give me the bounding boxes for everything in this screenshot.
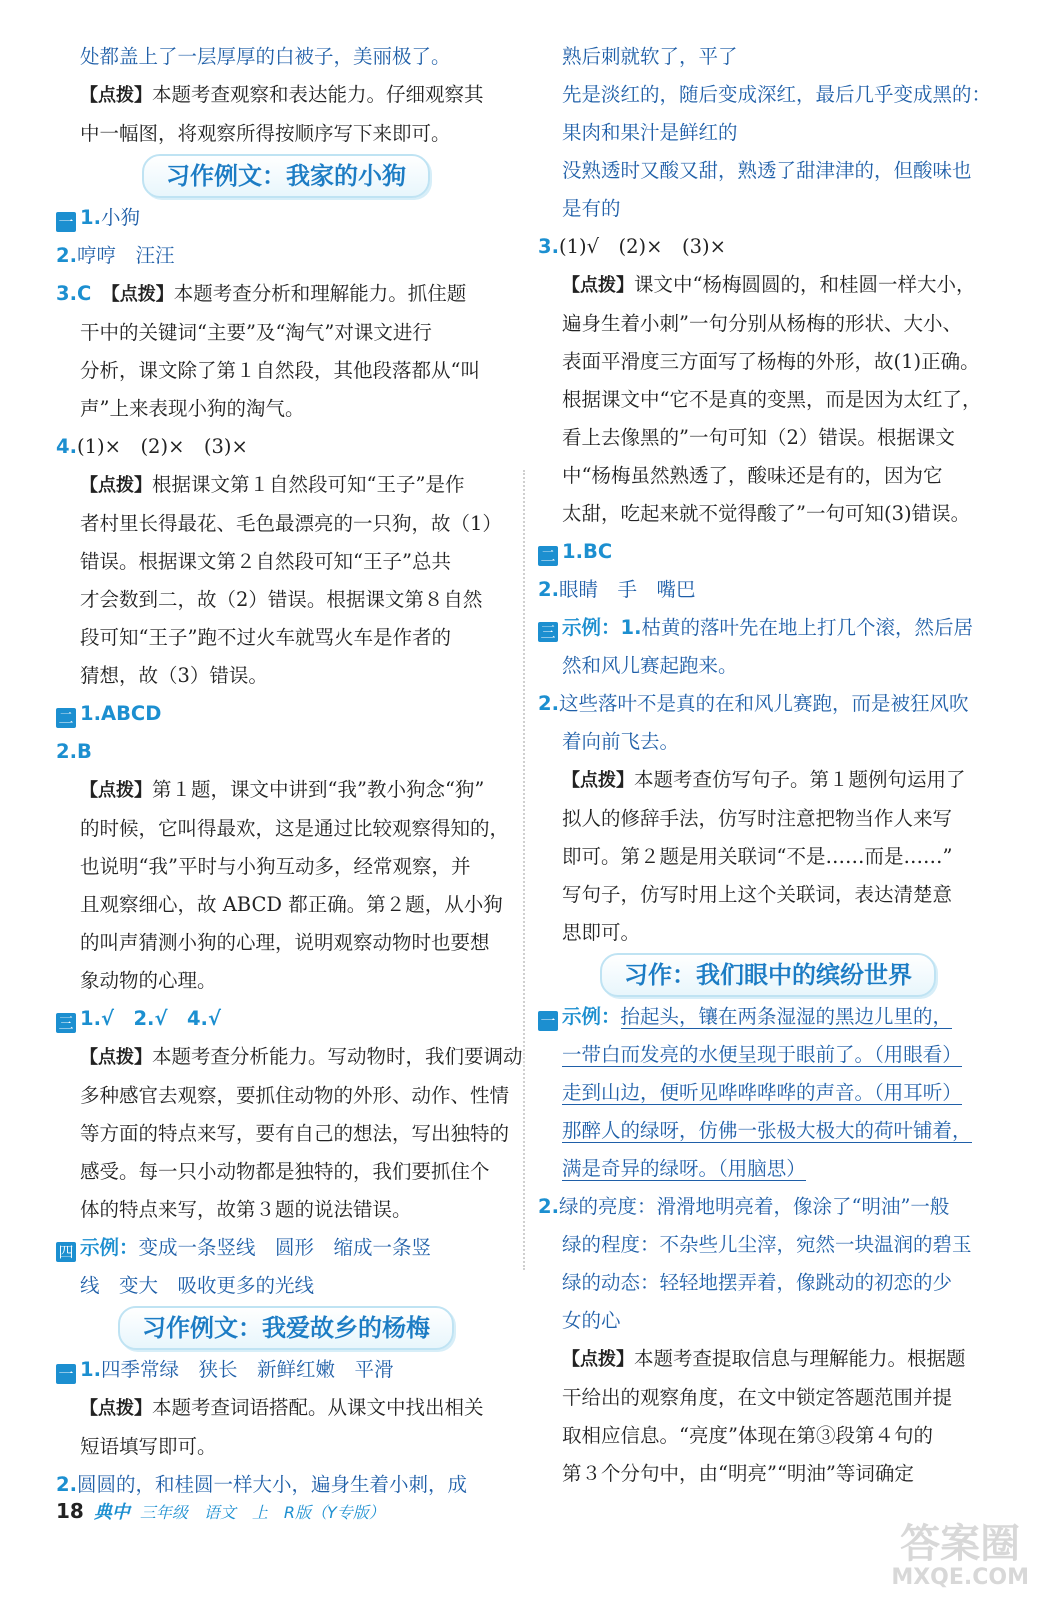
answer-line: 先是淡红的，随后变成深红，最后几乎变成黑的： bbox=[562, 83, 992, 106]
watermark-logo: 答案圈 bbox=[900, 1521, 1021, 1567]
answer-line bbox=[538, 1188, 998, 1226]
text: 第１题，课文中讲到“我”教小狗念“狗” bbox=[152, 778, 485, 801]
hint-tag: 【点拨】 bbox=[80, 475, 152, 496]
answer-line: 然和风儿赛起跑来。 bbox=[562, 654, 738, 677]
text: 本题考查分析能力。写动物时，我们要调动 bbox=[152, 1045, 523, 1068]
hint-line bbox=[538, 1340, 998, 1379]
answer-line: 熟后刺就软了，平了 bbox=[562, 45, 738, 68]
text-line: 短语填写即可。 bbox=[80, 1435, 217, 1458]
question-number: 4. bbox=[56, 435, 77, 458]
text-line: 多种感官去观察，要抓住动物的外形、动作、性情 bbox=[80, 1084, 510, 1107]
answer-line bbox=[56, 275, 516, 314]
watermark bbox=[891, 1522, 1029, 1590]
text-line: 取相应信息。“亮度”体现在第③段第４句的 bbox=[562, 1424, 933, 1447]
section-number-icon: 二 bbox=[56, 708, 76, 728]
answer: 那醉人的绿呀，仿佛一张极大极大的荷叶铺着， bbox=[562, 1119, 972, 1142]
text-line: 猜想，故（3）错误。 bbox=[80, 664, 268, 687]
answer-line: 果肉和果汁是鲜红的 bbox=[562, 121, 738, 144]
answer: 眼睛 手 嘴巴 bbox=[558, 578, 696, 601]
banner-title: 习作例文：我家的小狗 bbox=[142, 154, 430, 198]
hint-line bbox=[56, 1389, 516, 1428]
answer: 2.B bbox=[56, 740, 92, 763]
answer: (1)× (2)× (3)× bbox=[76, 435, 248, 458]
text-line: 干给出的观察角度，在文中锁定答题范围并提 bbox=[562, 1386, 953, 1409]
text: 本题考查提取信息与理解能力。根据题 bbox=[634, 1347, 966, 1370]
text-line: 错误。根据课文第２自然段可知“王子”总共 bbox=[80, 550, 451, 573]
book-info: 三年级 语文 上 R版（Y专版） bbox=[139, 1502, 385, 1522]
page-footer bbox=[56, 1498, 385, 1524]
answer-line bbox=[56, 695, 516, 733]
question-number: 3. bbox=[538, 235, 559, 258]
answer: (1)√ (2)× (3)× bbox=[558, 235, 726, 258]
question-number: 1. bbox=[80, 206, 101, 229]
text-line: 表面平滑度三方面写了杨梅的外形，故(1)正确。 bbox=[562, 350, 980, 373]
answer-line bbox=[538, 1036, 998, 1074]
answer-line bbox=[538, 998, 998, 1036]
hint-tag: 【点拨】 bbox=[562, 275, 634, 296]
text-line: 象动物的心理。 bbox=[80, 969, 217, 992]
text-line: 的叫声猜测小狗的心理，说明观察动物时也要想 bbox=[80, 931, 490, 954]
hint-tag: 【点拨】 bbox=[562, 1349, 634, 1370]
answer-line bbox=[56, 1000, 516, 1038]
answer-line: 女的心 bbox=[562, 1309, 621, 1332]
section-number-icon: 一 bbox=[56, 212, 76, 232]
text-line: 声”上来表现小狗的淘气。 bbox=[80, 397, 305, 420]
answer-line bbox=[538, 609, 998, 647]
hint-line bbox=[56, 771, 516, 810]
answer: 1.BC bbox=[562, 540, 613, 563]
answer-line bbox=[56, 237, 516, 275]
section-number-icon: 三 bbox=[56, 1013, 76, 1033]
left-column bbox=[56, 38, 523, 1504]
answer: 绿的亮度：滑滑地明亮着，像涂了“明油”一般 bbox=[558, 1195, 950, 1218]
text: 根据课文第１自然段可知“王子”是作 bbox=[152, 473, 465, 496]
text-line: 者村里长得最花、毛色最漂亮的一只狗，故（1） bbox=[80, 512, 502, 535]
hint-line bbox=[538, 761, 998, 800]
text-line: 体的特点来写，故第３题的说法错误。 bbox=[80, 1198, 412, 1221]
text-line: 思即可。 bbox=[562, 921, 641, 944]
question-number: 2. bbox=[538, 578, 559, 601]
banner-title: 习作：我们眼中的缤纷世界 bbox=[600, 953, 936, 997]
brand-logo: 典中 bbox=[93, 1502, 130, 1523]
text: 本题考查分析和理解能力。抓住题 bbox=[173, 282, 467, 305]
hint-line bbox=[56, 1038, 523, 1077]
text-line: 干中的关键词“主要”及“淘气”对课文进行 bbox=[80, 321, 432, 344]
question-number: 2. bbox=[538, 1195, 559, 1218]
answer: 变成一条竖线 圆形 缩成一条竖 bbox=[138, 1236, 432, 1259]
right-column bbox=[538, 38, 998, 1493]
section-number-icon: 一 bbox=[538, 1011, 558, 1031]
answer: 这些落叶不是真的在和风儿赛跑，而是被狂风吹 bbox=[558, 692, 969, 715]
text: 本题考查观察和表达能力。仔细观察其 bbox=[152, 83, 484, 106]
section-banner bbox=[538, 952, 998, 998]
answer-line bbox=[538, 1150, 998, 1188]
column-divider bbox=[523, 470, 525, 1270]
question-number: 1. bbox=[80, 1358, 101, 1381]
text-line: 中一幅图，将观察所得按顺序写下来即可。 bbox=[80, 122, 451, 145]
answer: 满是奇异的绿呀。（用脑思） bbox=[562, 1157, 806, 1180]
answer: C bbox=[76, 282, 111, 305]
answer-line: 着向前飞去。 bbox=[562, 730, 680, 753]
hint-line bbox=[538, 266, 998, 305]
text-line: 中“杨梅虽然熟透了，酸味还是有的，因为它 bbox=[562, 464, 943, 487]
question-number: 3. bbox=[56, 282, 77, 305]
text-line: 分析，课文除了第１自然段，其他段落都从“叫 bbox=[80, 359, 480, 382]
answer-line: 没熟透时又酸又甜，熟透了甜津津的，但酸味也 bbox=[562, 159, 972, 182]
text-line: 等方面的特点来写，要有自己的想法，写出独特的 bbox=[80, 1122, 510, 1145]
text-line: 即可。第２题是用关联词“不是……而是……” bbox=[562, 845, 953, 868]
answer-line: 是有的 bbox=[562, 197, 621, 220]
watermark-url: MXQE.COM bbox=[891, 1565, 1029, 1590]
answer: 一带白而发亮的水便呈现于眼前了。（用眼看） bbox=[562, 1043, 962, 1066]
answer-line bbox=[56, 733, 516, 771]
text: 本题考查仿写句子。第１题例句运用了 bbox=[634, 768, 966, 791]
hint-tag: 【点拨】 bbox=[110, 284, 174, 305]
section-banner bbox=[56, 153, 516, 199]
hint-tag: 【点拨】 bbox=[80, 1047, 152, 1068]
text-line: 且观察细心，故 ABCD 都正确。第２题，从小狗 bbox=[80, 893, 503, 916]
answer: 小狗 bbox=[100, 206, 140, 229]
example-label: 示例： bbox=[562, 616, 621, 639]
text: 课文中“杨梅圆圆的，和桂圆一样大小， bbox=[634, 273, 976, 296]
answer-line bbox=[56, 428, 516, 466]
text: 本题考查词语搭配。从课文中找出相关 bbox=[152, 1396, 484, 1419]
hint-tag: 【点拨】 bbox=[80, 85, 152, 106]
answer-line bbox=[56, 1351, 516, 1389]
text-line: 根据课文中“它不是真的变黑，而是因为太红了， bbox=[562, 388, 982, 411]
answer: 枯黄的落叶先在地上打几个滚，然后居 bbox=[641, 616, 974, 639]
text-line: 段可知“王子”跑不过火车就骂火车是作者的 bbox=[80, 626, 451, 649]
answer: 圆圆的，和桂圆一样大小，遍身生着小刺，成 bbox=[76, 1473, 467, 1496]
answer: 走到山边，便听见哗哗哗哗的声音。（用耳听） bbox=[562, 1081, 962, 1104]
hint-line bbox=[56, 466, 516, 505]
section-banner bbox=[56, 1305, 516, 1351]
answer-line bbox=[538, 1074, 998, 1112]
answer-line bbox=[56, 199, 516, 237]
hint-tag: 【点拨】 bbox=[80, 1398, 152, 1419]
text-line: 太甜，吃起来就不觉得酸了”一句可知(3)错误。 bbox=[562, 502, 971, 525]
answer: 1.ABCD bbox=[80, 702, 162, 725]
text-line: 处都盖上了一层厚厚的白被子，美丽极了。 bbox=[80, 45, 451, 68]
text-line: 感受。每一只小动物都是独特的，我们要抓住个 bbox=[80, 1160, 490, 1183]
answer-line: 绿的程度：不杂些儿尘滓，宛然一块温润的碧玉 bbox=[562, 1233, 972, 1256]
section-number-icon: 四 bbox=[56, 1242, 76, 1262]
hint-tag: 【点拨】 bbox=[80, 780, 152, 801]
answer-line: 线 变大 吸收更多的光线 bbox=[80, 1274, 315, 1297]
text-line: 的时候，它叫得最欢，这是通过比较观察得知的， bbox=[80, 817, 510, 840]
question-number: 2. bbox=[56, 1473, 77, 1496]
answer: 哼哼 汪汪 bbox=[76, 244, 175, 267]
answer: 抬起头，镶在两条湿湿的黑边儿里的， bbox=[620, 1005, 953, 1028]
text-line: 才会数到二，故（2）错误。根据课文第８自然 bbox=[80, 588, 483, 611]
question-number: 2. bbox=[538, 692, 559, 715]
answer: 四季常绿 狭长 新鲜红嫩 平滑 bbox=[100, 1358, 394, 1381]
question-number: 1. bbox=[620, 616, 642, 639]
answer-line bbox=[56, 1229, 516, 1267]
hint-tag: 【点拨】 bbox=[562, 770, 634, 791]
question-number: 2. bbox=[56, 244, 77, 267]
text-line: 看上去像黑的”一句可知（2）错误。根据课文 bbox=[562, 426, 955, 449]
answer-line: 绿的动态：轻轻地摆弄着，像跳动的初恋的少 bbox=[562, 1271, 953, 1294]
example-label: 示例： bbox=[562, 1005, 621, 1028]
answer-line bbox=[538, 685, 998, 723]
page-number: 18 bbox=[56, 1499, 84, 1523]
section-number-icon: 三 bbox=[538, 622, 558, 642]
banner-title: 习作例文：我爱故乡的杨梅 bbox=[118, 1306, 454, 1350]
text-line: 遍身生着小刺”一句分别从杨梅的形状、大小、 bbox=[562, 312, 962, 335]
answer-line bbox=[538, 1112, 998, 1150]
answer-line bbox=[538, 533, 998, 571]
answer: 1.√ 2.√ 4.√ bbox=[80, 1007, 221, 1030]
text-line: 也说明“我”平时与小狗互动多，经常观察，并 bbox=[80, 855, 471, 878]
text-line: 拟人的修辞手法，仿写时注意把物当作人来写 bbox=[562, 807, 953, 830]
text-line: 第３个分句中，由“明亮”“明油”等词确定 bbox=[562, 1462, 914, 1485]
example-label: 示例： bbox=[80, 1236, 139, 1259]
answer-line bbox=[538, 571, 998, 609]
section-number-icon: 一 bbox=[56, 1364, 76, 1384]
answer-line bbox=[538, 228, 998, 266]
text-line: 写句子，仿写时用上这个关联词，表达清楚意 bbox=[562, 883, 953, 906]
section-number-icon: 二 bbox=[538, 546, 558, 566]
hint-line bbox=[56, 76, 516, 115]
